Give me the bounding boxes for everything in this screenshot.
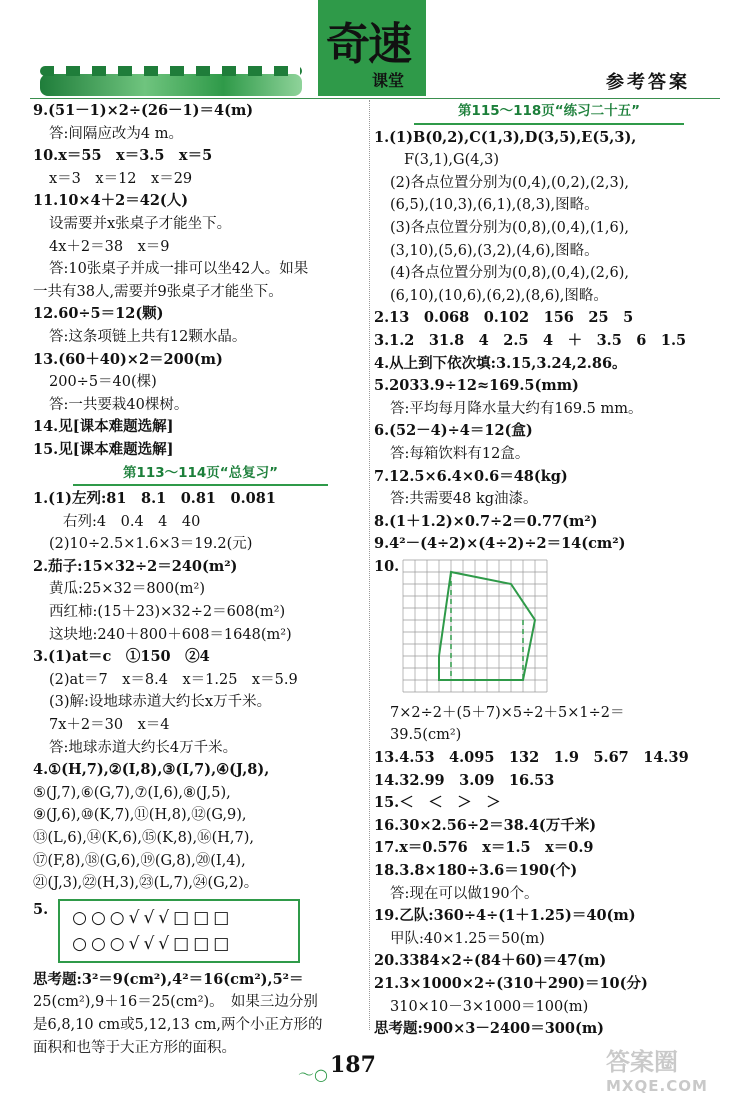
section-title: 第115～118页“练习二十五” (457, 103, 641, 119)
answer-line: 4.①(H,7),②(I,8),③(I,7),④(J,8), (33, 761, 270, 779)
question-10 (374, 556, 724, 702)
question-5-label: 5. (33, 900, 49, 918)
question-10-label: 10. (374, 557, 400, 575)
answer-line: 西红柿:(15＋23)×32÷2＝608(m²) (49, 604, 286, 621)
answer-line: (3)解:设地球赤道大约长x万千米。 (49, 694, 272, 711)
answer-line: F(3,1),G(4,3) (404, 152, 500, 169)
swirl-ornament-icon: ～○ (298, 1065, 328, 1084)
answer-line: 17.x＝0.576 x＝1.5 x＝0.9 (374, 839, 594, 857)
answer-line: 7×2÷2＋(5＋7)×5÷2＋5×1÷2＝ (390, 704, 625, 721)
answer-line: 4x＋2＝38 x＝9 (49, 238, 170, 255)
answer-line: 9.4²－(4÷2)×(4÷2)÷2＝14(cm²) (374, 535, 626, 553)
left-column (33, 100, 368, 1059)
page-header (0, 0, 750, 100)
answer-line: 5.2033.9÷12≈169.5(mm) (374, 377, 579, 395)
answer-line: 设需要并x张桌子才能坐下。 (49, 215, 232, 232)
answer-line: ⑬(L,6),⑭(K,6),⑮(K,8),⑯(H,7), (33, 830, 254, 846)
answer-line: 答:平均每月降水量大约有169.5 mm。 (390, 400, 643, 417)
answer-line: (3)各点位置分别为(0,8),(0,4),(1,6), (390, 219, 629, 236)
answer-line: 答:共需要48 kg油漆。 (390, 491, 538, 508)
answer-line: 答:间隔应改为4 m。 (49, 125, 183, 142)
answer-line: (2)10÷2.5×1.6×3＝19.2(元) (49, 536, 253, 553)
answer-line: (4)各点位置分别为(0,8),(0,4),(2,6), (390, 265, 629, 282)
section-underline (414, 123, 684, 125)
answer-line: 这块地:240＋800＋608＝1648(m²) (49, 626, 292, 643)
answer-line: 7x＋2＝30 x＝4 (49, 717, 170, 734)
right-column (374, 100, 724, 1041)
answer-line: 20.3384×2÷(84＋60)＝47(m) (374, 952, 607, 970)
answer-line: 310×10－3×1000＝100(m) (390, 998, 589, 1015)
answer-line: 黄瓜:25×32＝800(m²) (49, 581, 205, 598)
think-line: 25(cm²),9＋16＝25(cm²)。 如果三边分别 (33, 994, 318, 1011)
answer-line: 14.见[课本难题选解] (33, 418, 174, 436)
answer-line: 答:10张桌子并成一排可以坐42人。如果 (49, 261, 309, 278)
answer-line: 6.(52－4)÷4＝12(盒) (374, 422, 533, 440)
answer-line: 答:这条项链上共有12颗水晶。 (49, 328, 247, 345)
answer-line: 9.(51－1)×2÷(26－1)＝4(m) (33, 102, 254, 119)
column-divider (369, 100, 370, 1030)
answer-line: ㉑(J,3),㉒(H,3),㉓(L,7),㉔(G,2)。 (33, 875, 259, 892)
answer-line: 18.3.8×180÷3.6＝190(个) (374, 862, 578, 880)
logo-text: 奇速 (326, 19, 410, 70)
answer-line: (6,10),(10,6),(6,2),(8,6),图略。 (390, 287, 608, 304)
page-number: 187 (330, 1052, 376, 1078)
answer-line: 右列:4 0.4 4 40 (63, 513, 201, 530)
answer-line: 2.茄子:15×32÷2＝240(m²) (33, 557, 238, 575)
section-title: 第113～114页“总复习” (122, 464, 279, 481)
symbol-row: ○○○√√√□□□ (72, 933, 234, 954)
polygon-grid-diagram (401, 556, 551, 700)
answer-line: 19.乙队:360÷4÷(1＋1.25)＝40(m) (374, 907, 636, 925)
answer-line: 16.30×2.56÷2＝38.4(万千米) (374, 816, 597, 834)
answer-line: 13.4.53 4.095 132 1.9 5.67 14.39 (374, 749, 689, 767)
think-line: 思考题:3²＝9(cm²),4²＝16(cm²),5²＝ (33, 970, 304, 988)
answer-line: 3.1.2 31.8 4 2.5 4 ＋ 3.5 6 1.5 (374, 331, 687, 349)
answer-line: 21.3×1000×2÷(310＋290)＝10(分) (374, 975, 648, 992)
answer-line: 10.x＝55 x＝3.5 x＝5 (33, 147, 213, 165)
question-5 (33, 899, 368, 969)
answer-line: ⑤(J,7),⑥(G,7),⑦(I,6),⑧(J,5), (33, 784, 231, 801)
answer-line: 2.13 0.068 0.102 156 25 5 (374, 309, 634, 327)
answer-line: 思考题:900×3－2400＝300(m) (374, 1020, 605, 1038)
answer-line: 1.(1)左列:81 8.1 0.81 0.081 (33, 490, 276, 508)
answer-line: (3,10),(5,6),(3,2),(4,6),图略。 (390, 242, 599, 259)
answer-line: 11.10×4＋2＝42(人) (33, 192, 189, 210)
answer-line: 3.(1)at＝c ①150 ②4 (33, 648, 210, 666)
answer-line: 1.(1)B(0,2),C(1,3),D(3,5),E(5,3), (374, 128, 637, 146)
answer-line: 答:一共要栽40棵树。 (49, 396, 189, 413)
symbol-row: ○○○√√√□□□ (72, 907, 234, 928)
grid-figure (401, 556, 551, 708)
answer-line: 13.(60＋40)×2＝200(m) (33, 350, 223, 368)
answer-line: (2)at＝7 x＝8.4 x＝1.25 x＝5.9 (49, 671, 298, 688)
answer-line: 200÷5＝40(棵) (49, 374, 157, 391)
header-divider (30, 98, 720, 99)
answer-line: 39.5(cm²) (390, 727, 462, 744)
think-line: 是6,8,10 cm或5,12,13 cm,两个小正方形的 (33, 1016, 323, 1033)
answer-line: 7.12.5×6.4×0.6＝48(kg) (374, 467, 568, 485)
watermark-text: 答案圈 (606, 1048, 678, 1076)
answer-line: 答:每箱饮料有12盒。 (390, 445, 530, 462)
answer-line: 甲队:40×1.25＝50(m) (390, 930, 545, 947)
answer-line: 答:现在可以做190个。 (390, 885, 539, 902)
answer-title: 参考答案 (606, 72, 690, 93)
answer-line: 15.＜ ＜ ＞ ＞ (374, 794, 501, 812)
answer-line: 8.(1＋1.2)×0.7÷2＝0.77(m²) (374, 512, 598, 530)
answer-line: 一共有38人,需要并9张桌子才能坐下。 (33, 283, 283, 300)
answer-line: 答:地球赤道大约长4万千米。 (49, 739, 238, 756)
section-underline (73, 484, 328, 486)
answer-line: 15.见[课本难题选解] (33, 440, 174, 458)
answer-line: (6,5),(10,3),(6,1),(8,3),图略。 (390, 197, 599, 214)
answer-line: 12.60÷5＝12(颗) (33, 305, 164, 323)
think-line: 面积和也等于大正方形的面积。 (33, 1039, 236, 1056)
answer-line: (2)各点位置分别为(0,4),(0,2),(2,3), (390, 174, 629, 191)
answer-line: ⑨(J,6),⑩(K,7),⑪(H,8),⑫(G,9), (33, 807, 247, 824)
answer-line: x＝3 x＝12 x＝29 (49, 170, 193, 187)
symbol-pattern-box (58, 899, 300, 963)
answer-line: 4.从上到下依次填:3.15,3.24,2.86。 (374, 354, 627, 372)
answer-line: ⑰(F,8),⑱(G,6),⑲(G,8),⑳(I,4), (33, 852, 246, 869)
answer-line: 14.32.99 3.09 16.53 (374, 771, 555, 789)
watermark-url: MXQE.COM (606, 1077, 708, 1095)
logo-subtext: 课堂 (372, 71, 405, 90)
decorative-banner (40, 74, 302, 96)
watermark (606, 1050, 708, 1098)
